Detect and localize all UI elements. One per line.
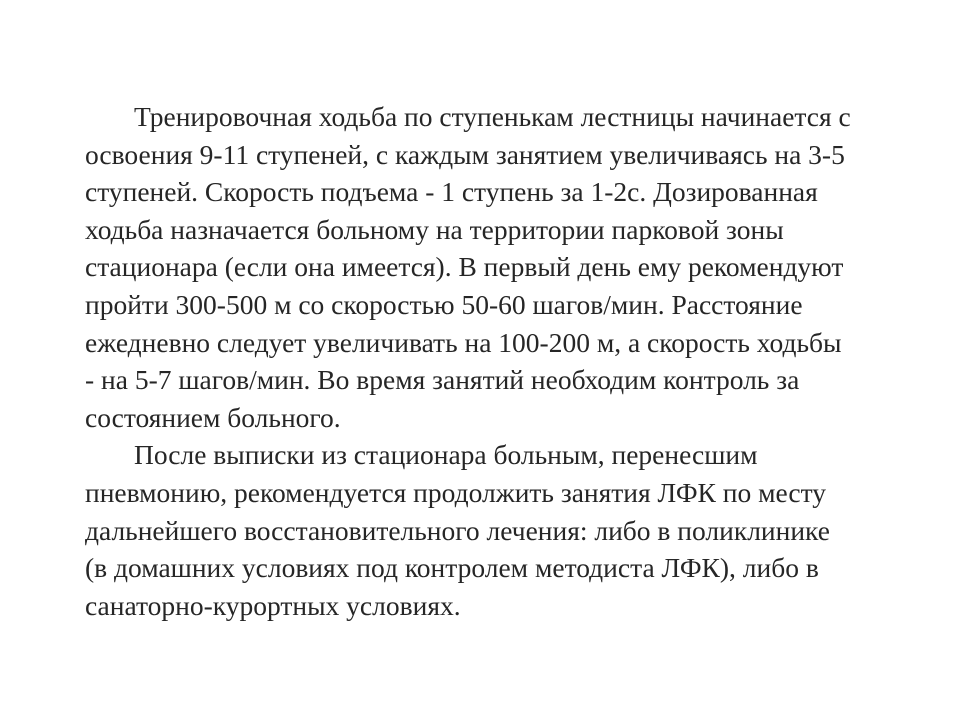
slide-body-text <box>36 98 926 624</box>
text-line: - на 5-7 шагов/мин. Во время занятий необходим контроль за <box>85 364 800 396</box>
text-line: Тренировочная ходьба по ступенькам лестницы начинается с <box>134 101 851 132</box>
text-line: (в домашних условиях под контролем методиста ЛФК), либо в <box>85 552 819 584</box>
text-line: стационара (если она имеется). В первый день ему рекомендуют <box>85 251 844 283</box>
text-line: ступеней. Скорость подъема - 1 ступень за 1-2с. Дозированная <box>85 176 818 208</box>
text-line: ходьба назначается больному на территории парковой зоны <box>85 213 784 245</box>
text-line: состоянием больного. <box>85 401 341 433</box>
paragraph-training-walking <box>36 98 926 436</box>
paragraph-after-discharge <box>36 436 926 624</box>
text-line: ежедневно следует увеличивать на 100-200 м, а скорость ходьбы <box>85 326 842 358</box>
text-line: дальнейшего восстановительного лечения: либо в поликлинике <box>85 514 830 546</box>
text-line: пневмонию, рекомендуется продолжить занятия ЛФК по месту <box>85 476 827 508</box>
text-line: санаторно-курортных условиях. <box>85 589 461 621</box>
text-line: После выписки из стационара больным, перенесшим <box>134 439 758 471</box>
text-line: освоения 9-11 ступеней, с каждым занятием увеличиваясь на 3-5 <box>85 138 845 170</box>
text-line: пройти 300-500 м со скоростью 50-60 шагов/мин. Расстояние <box>85 288 803 320</box>
